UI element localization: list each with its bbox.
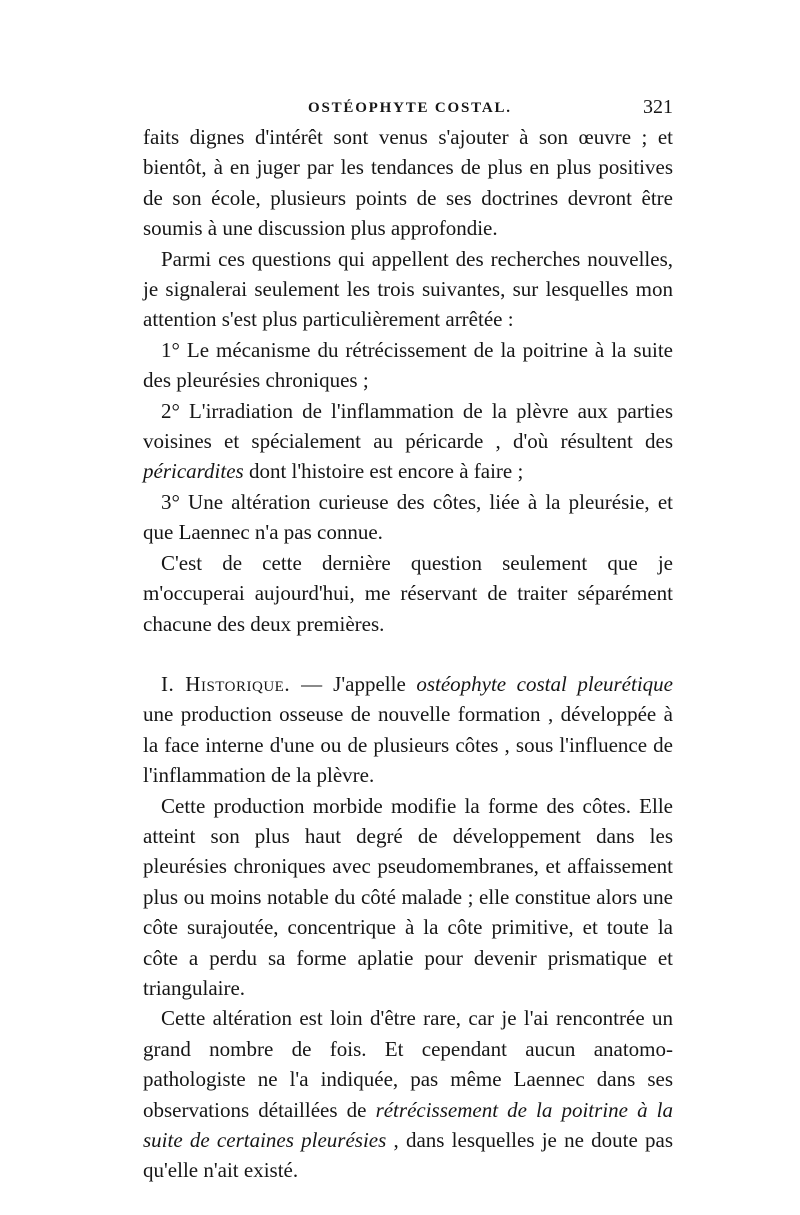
running-title: OSTÉOPHYTE COSTAL.	[308, 100, 512, 116]
historique-italic-term: ostéophyte costal pleurétique	[416, 671, 673, 696]
rarity-italic-title: rétrécissement de la poitrine à la suite de certaines pleurésies	[143, 1097, 673, 1152]
page-number: 321	[643, 96, 673, 118]
rarity-text-1: Cette altération est loin d'être rare, car je l'ai rencontrée un grand nombre de fois. Et cependant aucun anatomo-pathologiste ne l'a indiquée, pas même Laennec dans ses observations détaillées de	[143, 1006, 673, 1122]
list-item-1: 1° Le mécanisme du rétrécissement de la poitrine à la suite des pleurésies chroniques ;	[143, 337, 673, 393]
rarity-text-2: , dans lesquelles je ne doute pas qu'elle n'ait existé.	[143, 1128, 674, 1183]
book-page	[143, 82, 673, 1186]
list-item-2-text: 2° L'irradiation de l'inflammation de la plèvre aux parties voisines et spécialement au péricarde , d'où résultent des	[143, 398, 673, 454]
historique-text-1: J'appelle	[322, 671, 417, 696]
paragraph-focus: C'est de cette dernière question seulement que je m'occuperai aujourd'hui, me réservant de traiter séparément chacune des deux premières.	[143, 550, 673, 636]
paragraph-historique	[143, 669, 673, 791]
list-item-2-italic: péricardites	[143, 459, 244, 484]
paragraph-rarity	[143, 1003, 673, 1185]
list-item-2-text-end: dont l'histoire est encore à faire ;	[243, 459, 524, 484]
paragraph-intro-continued: faits dignes d'intérêt sont venus s'ajouter à son œuvre ; et bientôt, à en juger par les tendances de plus en plus positives de son école, plusieurs points de ses doctrines devront être soumis à une discussion plus approfondie.	[143, 125, 673, 241]
paragraph-questions: Parmi ces questions qui appellent des recherches nouvelles, je signalerai seulement les trois suivantes, sur lesquelles mon attention s'est plus particulièrement arrêtée :	[143, 246, 673, 332]
section-heading: I. Historique. —	[161, 671, 323, 696]
running-head	[143, 82, 673, 122]
list-item-2	[143, 396, 673, 487]
section-gap	[143, 639, 673, 669]
body-text	[143, 122, 673, 1186]
historique-text-2: une production osseuse de nouvelle formation , développée à la face interne d'une ou de plusieurs côtes , sous l'influence de l'inflammation de la plèvre.	[143, 702, 673, 788]
list-item-3: 3° Une altération curieuse des côtes, liée à la pleurésie, et que Laennec n'a pas connue.	[143, 489, 673, 545]
paragraph-morbid-production: Cette production morbide modifie la forme des côtes. Elle atteint son plus haut degré de développement dans les pleurésies chroniques avec pseudomembranes, et affaissement plus ou moins notable du côté malade ; elle constitue alors une côte surajoutée, concentrique à la côte primitive, et toute la côte a perdu sa forme aplatie pour devenir prismatique et triangulaire.	[143, 793, 673, 1000]
